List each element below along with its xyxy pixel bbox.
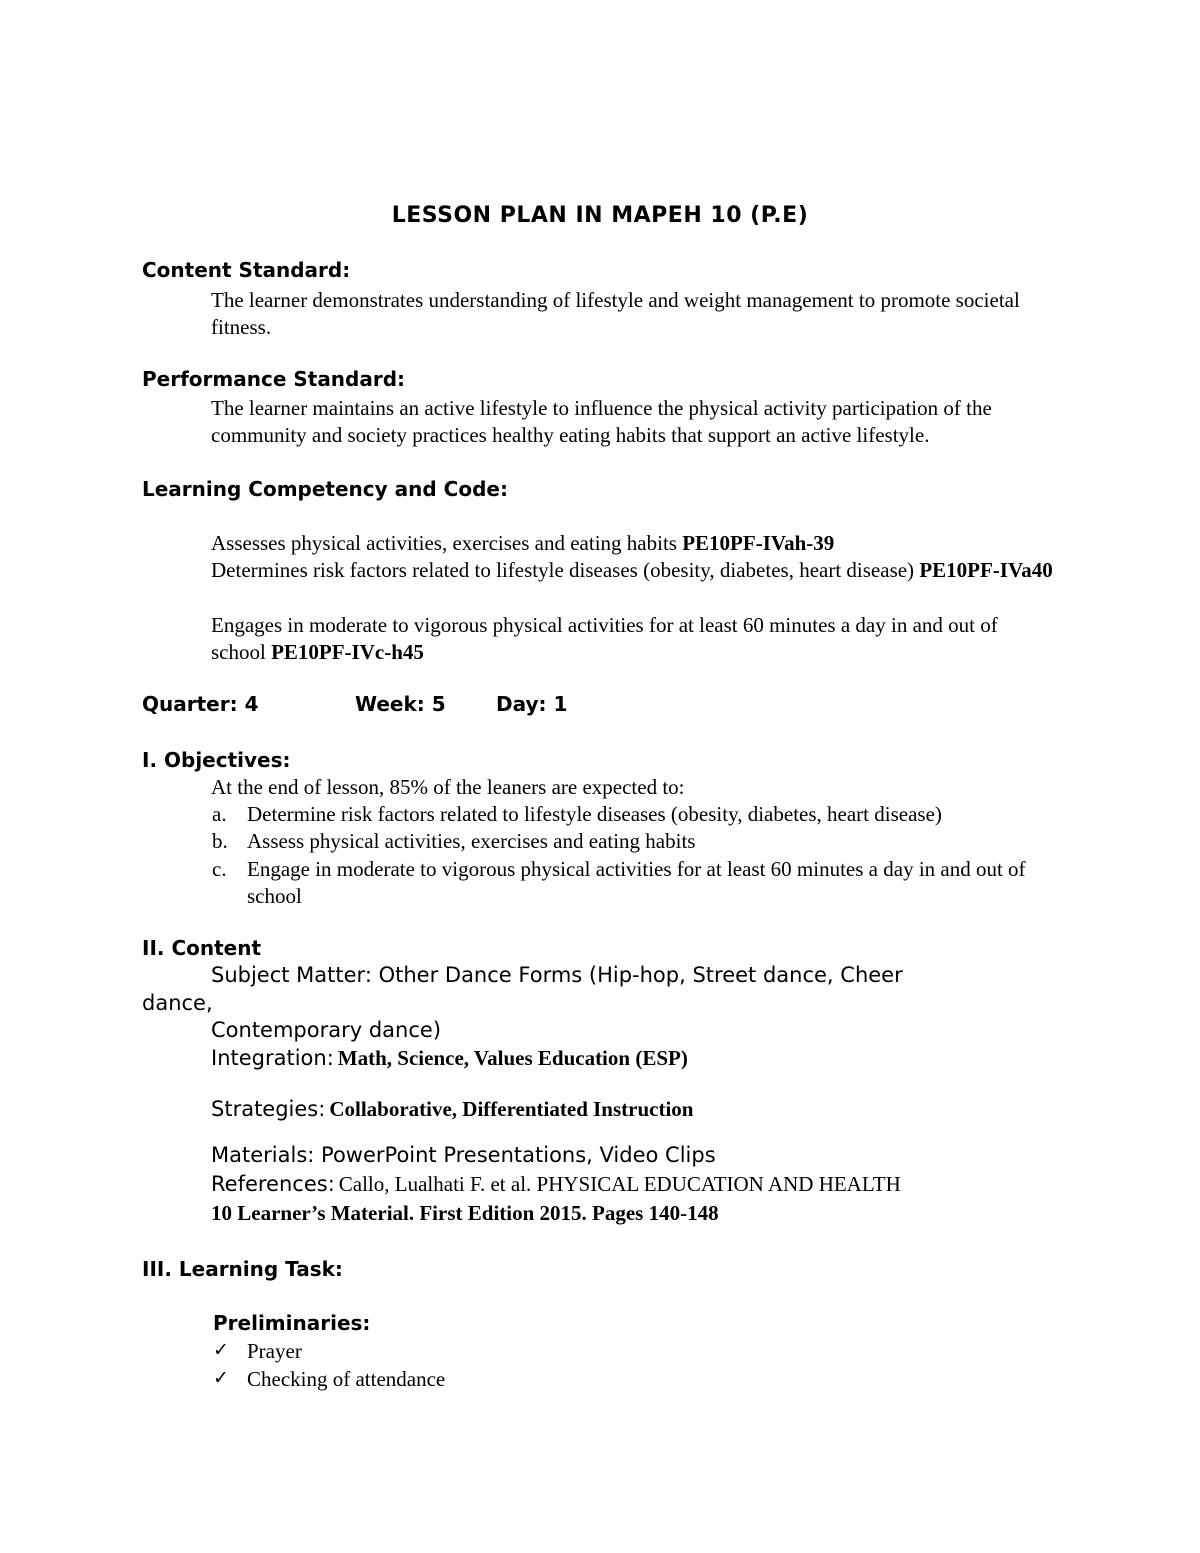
strategies-text: Collaborative, Differentiated Instruction [329,1097,694,1121]
integration-line [211,1046,688,1071]
materials-line [211,1143,716,1167]
performance-standard-text: The learner maintains an active lifestyle to influence the physical activity participation of the community and society practices healthy eating habits that support an active lifestyle. [211,396,992,447]
competency-code: PE10PF-IVah-39 [682,531,835,555]
day-label: Day: [496,692,547,716]
objective-item [0,856,1200,910]
preliminary-item [0,1339,1200,1366]
objectives-heading: I. Objectives: [142,748,291,772]
competency-text: Assesses physical activities, exercises and eating habits [211,531,677,555]
checkmark-icon: ✓ [213,1339,229,1361]
references-text: Callo, Lualhati F. et al. PHYSICAL EDUCATION AND HEALTH [338,1172,901,1196]
competency-heading: Learning Competency and Code: [142,477,508,501]
competency-text: Determines risk factors related to lifestyle diseases (obesity, diabetes, heart disease) [211,558,915,582]
references-line [211,1172,901,1197]
subject-matter-label: Subject Matter: [211,963,372,987]
subject-matter-text: Other Dance Forms (Hip-hop, Street dance, Cheer [378,963,903,987]
checkmark-icon: ✓ [213,1367,229,1389]
competency-item [211,557,1057,584]
objectives-intro: At the end of lesson, 85% of the leaners are expected to: [211,775,685,799]
subject-matter-line [211,963,903,987]
day-value: 1 [553,692,568,716]
materials-label: Materials: [211,1143,315,1167]
subject-matter-continued: Contemporary dance) [211,1018,442,1042]
objective-text: Engage in moderate to vigorous physical activities for at least 60 minutes a day in and out of school [247,857,1026,908]
preliminary-item [0,1367,1200,1394]
strategies-label: Strategies: [211,1097,326,1121]
content-standard-text: The learner demonstrates understanding of lifestyle and weight management to promote societal fitness. [211,288,1020,339]
objective-text: Determine risk factors related to lifestyle diseases (obesity, diabetes, heart disease) [247,802,942,826]
competency-code: PE10PF-IVc-h45 [271,640,424,664]
objective-text: Assess physical activities, exercises and eating habits [247,829,696,853]
content-heading: II. Content [142,936,262,960]
competency-item [211,530,1057,557]
week-field [355,692,446,716]
quarter-label: Quarter: [142,692,238,716]
week-value: 5 [431,692,446,716]
objective-marker: a. [212,802,227,826]
references-continued: 10 Learner’s Material. First Edition 2015. Pages 140-148 [211,1201,719,1225]
objective-item [0,801,1200,828]
preliminary-text: Checking of attendance [247,1367,446,1391]
performance-standard-heading: Performance Standard: [142,367,406,391]
integration-text: Math, Science, Values Education (ESP) [337,1046,688,1070]
objective-marker: b. [212,829,228,853]
strategies-line [211,1097,693,1122]
objective-item [0,828,1200,855]
subject-matter-continued: dance, [142,991,213,1015]
quarter-value: 4 [244,692,259,716]
learning-task-heading: III. Learning Task: [142,1257,343,1281]
content-standard-heading: Content Standard: [142,258,351,282]
competency-text: Engages in moderate to vigorous physical activities for at least 60 minutes a day in and out of school [211,613,998,664]
references-label: References: [211,1172,335,1196]
preliminary-text: Prayer [247,1339,302,1363]
day-field [496,692,567,716]
materials-text: PowerPoint Presentations, Video Clips [321,1143,716,1167]
quarter-field [142,692,258,716]
competency-code: PE10PF-IVa40 [919,558,1053,582]
preliminaries-heading: Preliminaries: [213,1311,371,1335]
objective-marker: c. [212,857,227,881]
competency-item [211,612,1057,666]
week-label: Week: [355,692,425,716]
page-title: LESSON PLAN IN MAPEH 10 (P.E) [391,203,809,228]
integration-label: Integration: [211,1046,334,1070]
